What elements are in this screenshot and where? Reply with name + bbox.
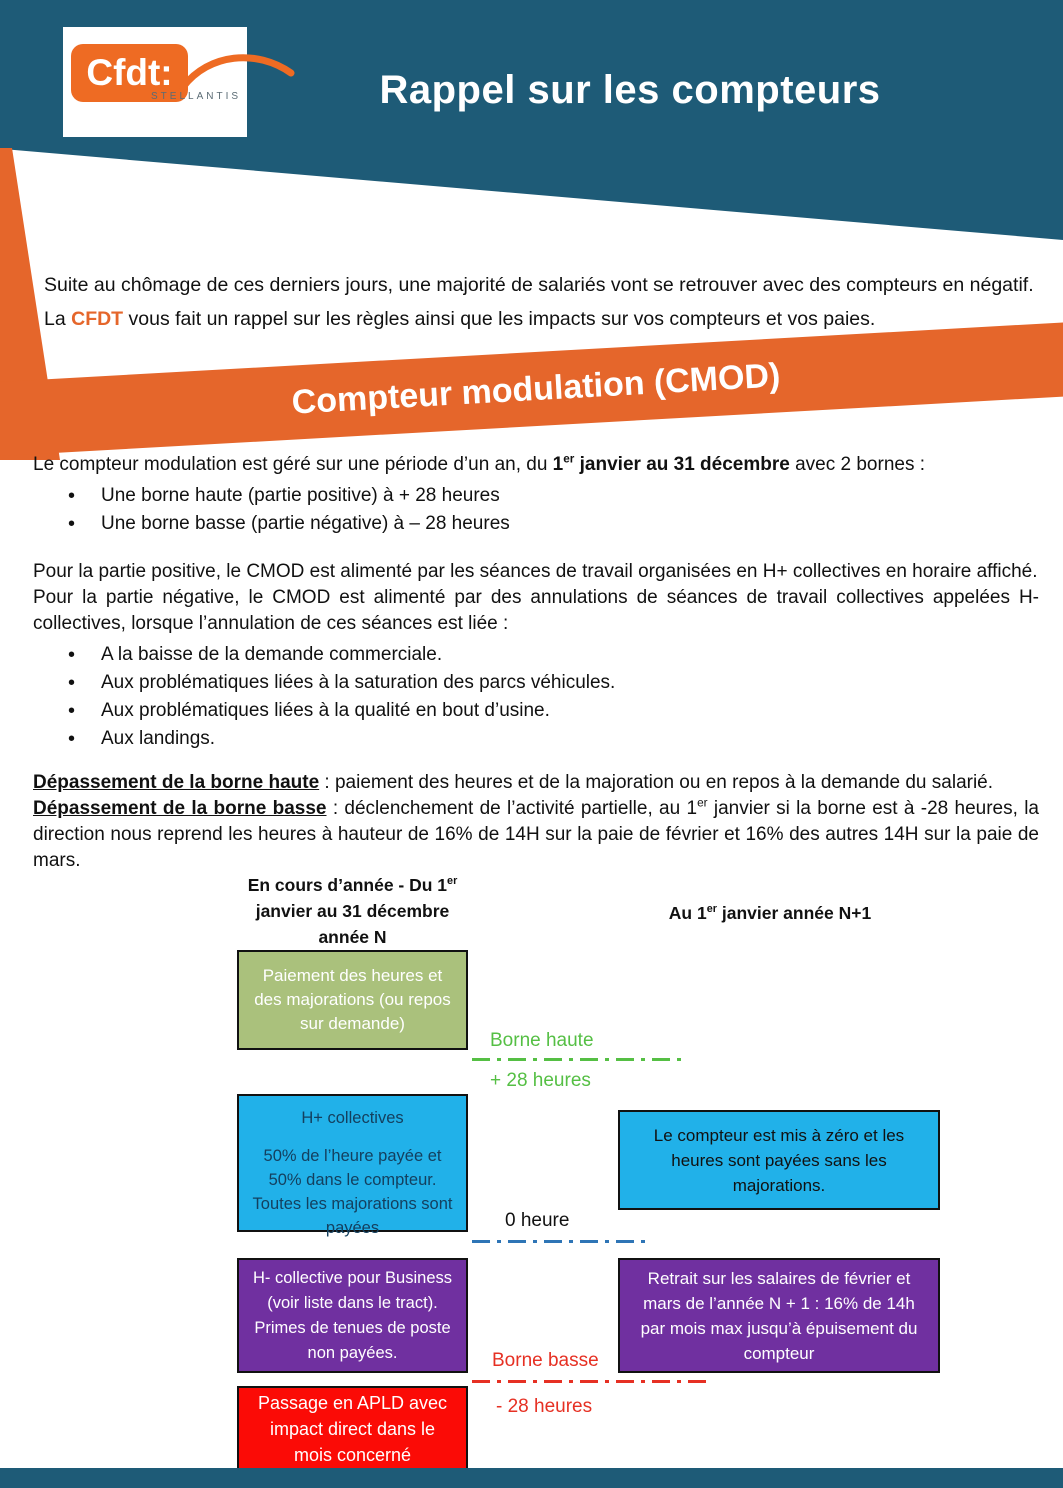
diagram-box-apld: Passage en APLD avec impact direct dans le mois concerné (237, 1386, 468, 1472)
paragraph-partie-positive: Pour la partie positive, le CMOD est alimenté par les séances de travail organisées en H+ collectives en horaire affiché. (33, 561, 1038, 582)
intro-line-2: La CFDT vous fait un rappel sur les règles ainsi que les impacts sur vos compteurs et vos paies. (44, 308, 876, 330)
intro-paragraph (44, 272, 1046, 340)
annulations-list (33, 642, 1039, 752)
zero-heure-label: 0 heure (505, 1210, 570, 1231)
cfdt-logo: Cfdt: (71, 44, 188, 102)
bornes-list (33, 483, 1039, 537)
zero-heure-line (472, 1240, 647, 1243)
depassement-basse-title: Dépassement de la borne basse (33, 798, 327, 819)
intro-line-1: Suite au chômage de ces derniers jours, une majorité de salariés vont se retrouver avec des compteurs en négatif. (44, 274, 1034, 296)
borne-haute-label: Borne haute (490, 1030, 594, 1051)
section-banner-title: Compteur modulation (CMOD) (290, 355, 782, 422)
paragraph-partie-negative: Pour la partie négative, le CMOD est alimenté par des annulations de séances de travail collectives appelées H-collectives, lorsque l’annulation de ces séances est liée : (33, 587, 1039, 634)
swoosh-icon (175, 45, 297, 97)
cmod-intro-sentence: Le compteur modulation est géré sur une période d’un an, du 1er janvier au 31 décembre avec 2 bornes : (33, 452, 926, 475)
diagram-box-compteur-zero: Le compteur est mis à zéro et les heures sont payées sans les majorations. (618, 1110, 940, 1210)
cmod-diagram (0, 872, 1063, 1488)
h-plus-body: 50% de l’heure payée et 50% dans le compteur. Toutes les majorations sont payées (252, 1147, 453, 1237)
diagram-box-h-plus-collectives (237, 1094, 468, 1237)
paragraph-depassement-borne-basse: Dépassement de la borne basse : déclenchement de l’activité partielle, au 1er janvier si la borne est à -28 heures, la direction nous reprend les heures à hauteur de 16% de 14H sur la paie de février et 16% des autres 14H sur la paie de mars. (33, 796, 1039, 871)
borne-basse-label: Borne basse (492, 1350, 599, 1371)
page-title: Rappel sur les compteurs (379, 68, 881, 112)
footer-bar (0, 1468, 1063, 1488)
h-plus-title: H+ collectives (301, 1109, 404, 1127)
bullet-item: • Une borne basse (partie négative) à – 28 heures (68, 511, 1039, 537)
section-banner-cmod (0, 321, 1063, 457)
diagram-box-h-minus-collective: H- collective pour Business (voir liste dans le tract). Primes de tenues de poste non payées. (237, 1258, 468, 1373)
cfdt-stellantis-logo (63, 27, 247, 137)
stellantis-label: STELLANTIS (151, 91, 242, 102)
minus-28-heures-label: - 28 heures (496, 1396, 593, 1417)
plus-28-heures-label: + 28 heures (490, 1070, 591, 1091)
borne-basse-line (472, 1380, 707, 1383)
depassement-haute-title: Dépassement de la borne haute (33, 772, 320, 793)
borne-haute-line (472, 1058, 687, 1061)
bullet-item: • A la baisse de la demande commerciale. (68, 642, 1039, 668)
bullet-item: • Une borne haute (partie positive) à + 28 heures (68, 483, 1039, 509)
diagram-box-paiement-heures: Paiement des heures et des majorations (ou repos sur demande) (237, 950, 468, 1050)
diagram-col1-header: En cours d’année - Du 1er janvier au 31 décembre année N (247, 875, 458, 947)
paragraph-depassement-borne-haute: Dépassement de la borne haute : paiement des heures et de la majoration ou en repos à la demande du salarié. (33, 772, 994, 793)
cfdt-mention: CFDT (71, 308, 124, 330)
cmod-section-body (33, 452, 1039, 874)
bullet-item: • Aux problématiques liées à la saturation des parcs véhicules. (68, 670, 1039, 696)
diagram-col2-header: Au 1er janvier année N+1 (668, 903, 872, 923)
bullet-item: • Aux landings. (68, 726, 1039, 752)
diagram-box-retrait-salaires: Retrait sur les salaires de février et mars de l’année N + 1 : 16% de 14h par mois max jusqu’à épuisement du compteur (618, 1258, 940, 1373)
bullet-item: • Aux problématiques liées à la qualité en bout d’usine. (68, 698, 1039, 724)
